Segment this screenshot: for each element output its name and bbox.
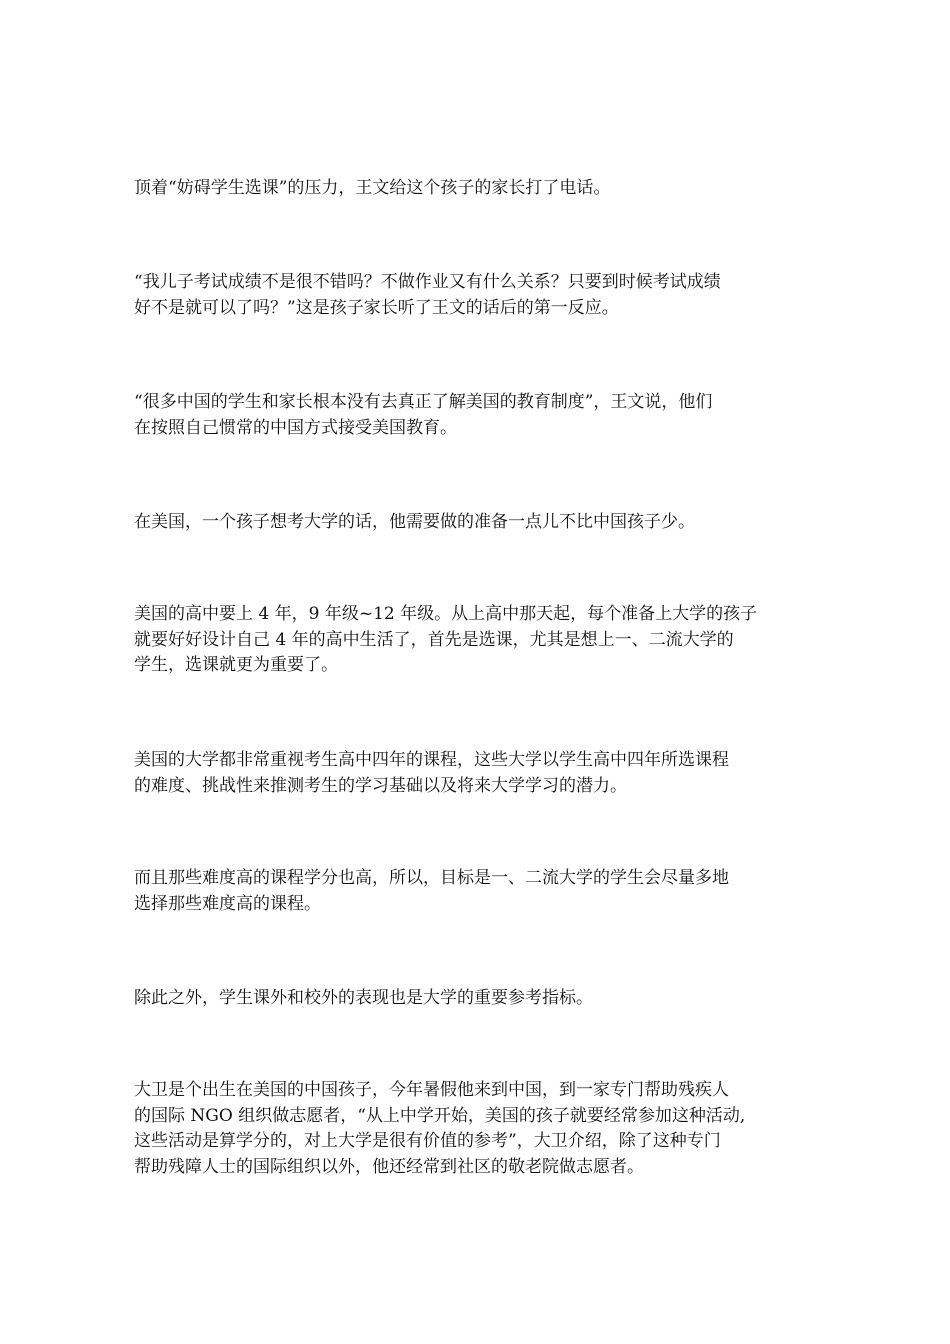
text-line: 好不是就可以了吗？”这是孩子家长听了王文的话后的第一反应。: [134, 297, 619, 318]
text-line: 美国的大学都非常重视考生高中四年的课程，这些大学以学生高中四年所选课程: [134, 750, 729, 770]
paragraph-3: [134, 390, 824, 441]
text-line: 而且那些难度高的课程学分也高，所以，目标是一、二流大学的学生会尽量多地: [134, 868, 729, 888]
text-line: 在按照自己惯常的中国方式接受美国教育。: [134, 417, 457, 438]
paragraph-1: [134, 176, 824, 202]
text-line: 这些活动是算学分的，对上大学是很有价值的参考”，大卫介绍，除了这种专门: [134, 1131, 721, 1151]
text-line: 选择那些难度高的课程。: [134, 893, 321, 914]
text-line: 学生，选课就更为重要了。: [134, 655, 338, 675]
paragraph-7: [134, 866, 824, 917]
text-line: “我儿子考试成绩不是很不错吗？不做作业又有什么关系？只要到时候考试成绩: [134, 272, 721, 292]
paragraph-9: [134, 1078, 824, 1180]
paragraph-2: [134, 270, 824, 321]
text-line: 大卫是个出生在美国的中国孩子，今年暑假他来到中国，到一家专门帮助残疾人: [134, 1080, 729, 1100]
text-line: 的国际 NGO 组织做志愿者，“从上中学开始，美国的孩子就要经常参加这种活动,: [134, 1105, 746, 1126]
text-line: 美国的高中要上 4 年，9 年级~12 年级。从上高中那天起，每个准备上大学的孩子: [134, 604, 758, 624]
paragraph-8: [134, 986, 824, 1012]
text-line: 就要好好设计自己 4 年的高中生活了，首先是选课，尤其是想上一、二流大学的: [134, 629, 734, 650]
text-line: 顶着“妨碍学生选课”的压力，王文给这个孩子的家长打了电话。: [134, 178, 611, 198]
text-line: “很多中国的学生和家长根本没有去真正了解美国的教育制度”，王文说，他们: [134, 392, 713, 412]
paragraph-6: [134, 748, 824, 799]
paragraph-5: [134, 602, 824, 679]
text-line: 帮助残障人士的国际组织以外，他还经常到社区的敬老院做志愿者。: [134, 1156, 644, 1177]
text-line: 除此之外，学生课外和校外的表现也是大学的重要参考指标。: [134, 988, 593, 1008]
paragraph-4: [134, 510, 824, 536]
text-line: 的难度、挑战性来推测考生的学习基础以及将来大学学习的潜力。: [134, 775, 627, 796]
text-line: 在美国，一个孩子想考大学的话，他需要做的准备一点儿不比中国孩子少。: [134, 512, 695, 532]
